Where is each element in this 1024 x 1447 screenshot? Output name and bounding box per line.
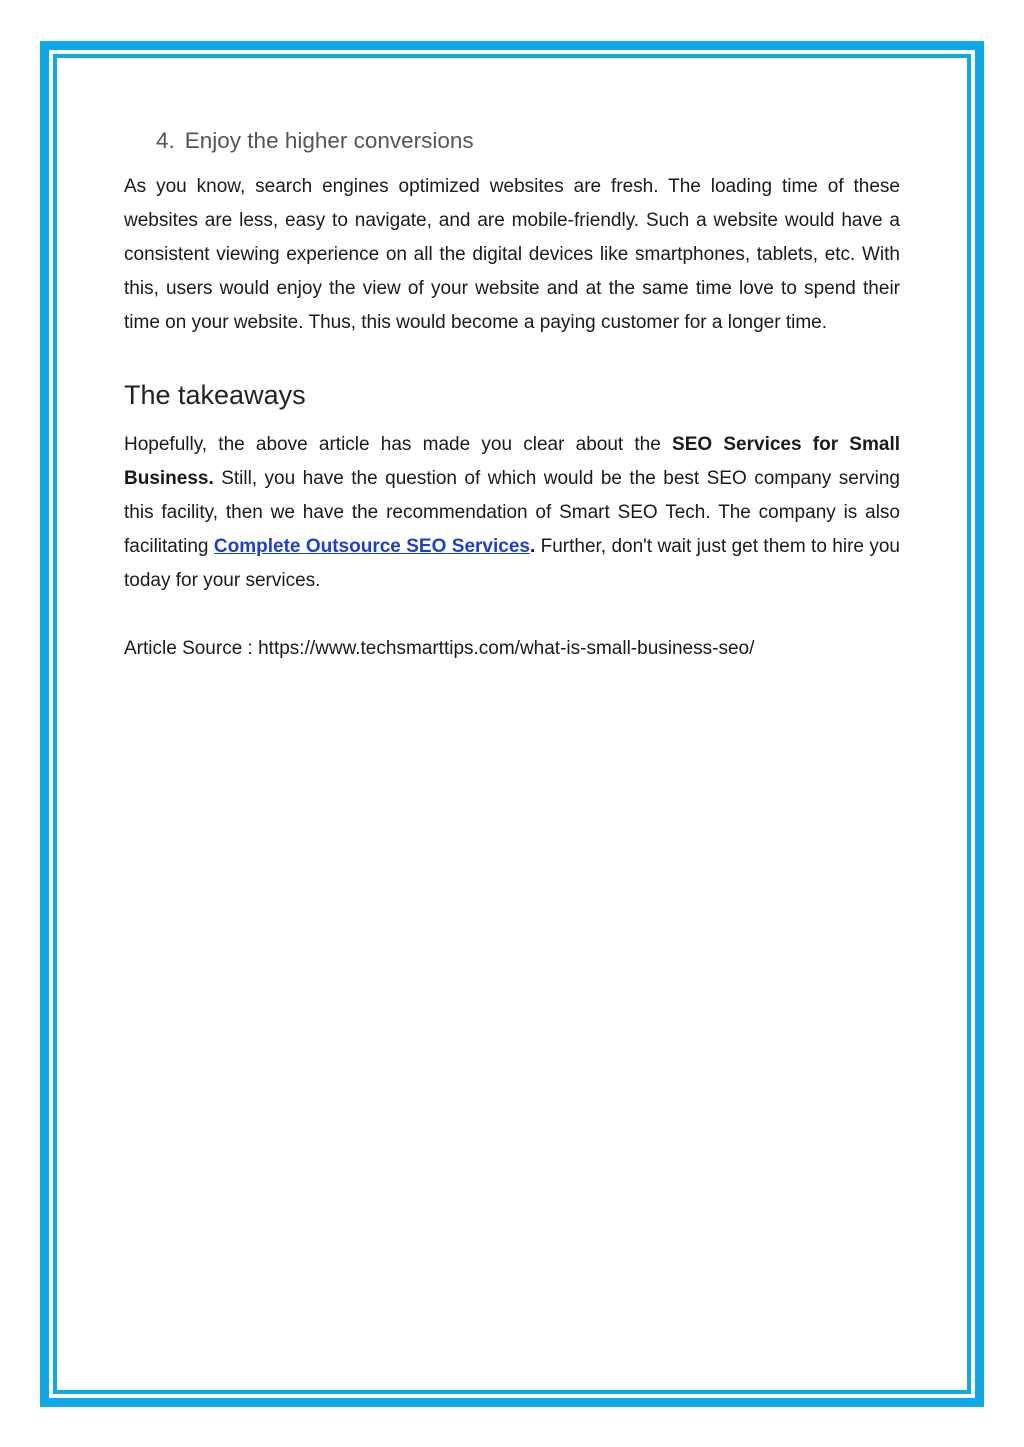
takeaways-text-2: Still, you have the question of which would be the best SEO company serving this facility, then we have the recommendation of Smart SEO Tech. The company is also facilitating [124,468,900,557]
article-source: Article Source : https://www.techsmarttips.com/what-is-small-business-seo/ [124,638,755,659]
document-content [124,122,900,666]
list-item-heading-text: Enjoy the higher conversions [184,128,474,153]
takeaways-text-3: Further, don't wait just get them to hire you today for your services. [124,536,900,591]
takeaways-text-1: Hopefully, the above article has made you clear about the [124,434,673,455]
outsource-seo-link[interactable]: Complete Outsource SEO Services [213,536,530,557]
takeaways-heading: The takeaways [124,380,306,410]
takeaways-bold-text: SEO Services for Small Business. [124,434,900,489]
list-item-number: 4. [156,128,175,153]
list-item-heading [156,122,900,160]
section4-paragraph: As you know, search engines optimized websites are fresh. The loading time of these websites are less, easy to navigate, and are mobile-friendly. Such a website would have a consistent viewing experience on all the digital devices like smartphones, tablets, etc. With this, users would enjoy the view of your website and at the same time love to spend their time on your website. Thus, this would become a paying customer for a longer time. [124,176,900,333]
takeaways-paragraph [124,428,900,598]
takeaways-period: . [529,536,536,557]
